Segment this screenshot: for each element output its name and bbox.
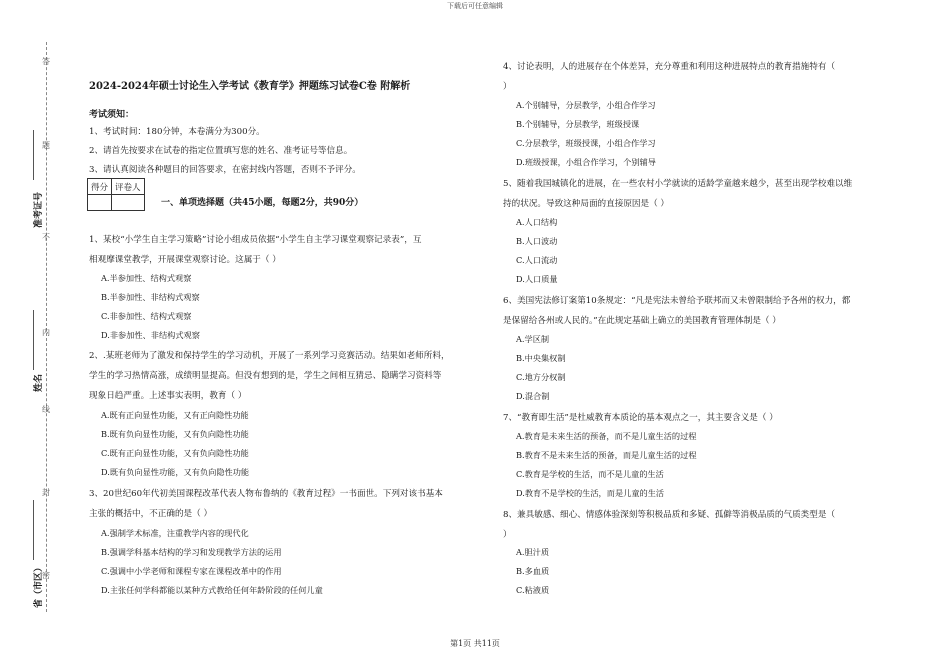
answer-option[interactable]: C.既有正向显性功能，又有负向隐性功能 <box>101 448 249 458</box>
binding-char: 题 <box>42 141 50 150</box>
binding-char: 线 <box>42 405 50 414</box>
answer-option[interactable]: A.学区制 <box>516 334 550 344</box>
answer-option[interactable]: B.教育不是未来生活的预备，而是儿童生活的过程 <box>516 450 697 460</box>
name-label: 姓名 <box>34 373 44 392</box>
answer-option[interactable]: D.人口质量 <box>516 274 558 284</box>
answer-option[interactable]: D.教育不是学校的生活，而是儿童的生活 <box>516 488 665 498</box>
answer-option[interactable]: C.分层教学，班级授课，小组合作学习 <box>516 138 656 148</box>
province-field[interactable] <box>33 500 34 560</box>
answer-option[interactable]: D.班级授课，小组合作学习，个别辅导 <box>516 157 656 167</box>
answer-option[interactable]: C.粘液质 <box>516 585 550 595</box>
grader-cell[interactable] <box>112 195 145 211</box>
score-cell[interactable] <box>88 195 112 211</box>
notice-item: 3、请认真阅读各种题目的回答要求，在密封线内答题，否则不予评分。 <box>89 165 361 175</box>
question-text: 7、“教育即生活”是杜威教育本质论的基本观点之一，其主要含义是（ ） <box>503 413 778 423</box>
question-text: 3、20世纪60年代初美国课程改革代表人物布鲁纳的《教育过程》一书面世。下列对该书基本 <box>89 489 443 499</box>
answer-option[interactable]: A.人口结构 <box>516 217 558 227</box>
question-text: 学生的学习热情高涨，成绩明显提高。但没有想到的是，学生之间相互猜忌、隐瞒学习资料等 <box>89 371 442 381</box>
notice-heading: 考试须知： <box>89 110 135 120</box>
answer-option[interactable]: B.人口波动 <box>516 236 558 246</box>
answer-option[interactable]: C.强调中小学老师和课程专家在课程改革中的作用 <box>101 566 282 576</box>
binding-char: 封 <box>42 488 50 497</box>
answer-option[interactable]: B.多血质 <box>516 566 550 576</box>
grader-label: 评卷人 <box>112 179 145 195</box>
answer-option[interactable]: A.教育是未来生活的预备，而不是儿童生活的过程 <box>516 431 697 441</box>
page-number: 第1页 共11页 <box>450 639 500 648</box>
notice-item: 1、考试时间：180分钟，本卷满分为300分。 <box>89 127 265 137</box>
answer-option[interactable]: B.既有负向显性功能，又有负向隐性功能 <box>101 429 249 439</box>
question-text: 5、随着我国城镇化的进展，在一些农村小学就读的适龄学童越来越少，甚至出现学校难以维 <box>503 179 853 189</box>
binding-char: 密 <box>42 571 50 580</box>
answer-option[interactable]: C.人口流动 <box>516 255 558 265</box>
question-text: 是保留给各州或人民的。”在此规定基础上确立的美国教育管理体制是（ ） <box>503 316 781 326</box>
question-text: ） <box>503 82 512 92</box>
header-note: 下载后可任意编辑 <box>447 2 503 10</box>
question-text: 相观摩课堂教学，开展课堂观察讨论。这属于（ ） <box>89 255 281 265</box>
exam-id-label: 准考证号 <box>34 191 44 228</box>
question-text: 6、美国宪法修订案第10条规定：“凡是宪法未曾给予联邦而又未曾限制给予各州的权力，都 <box>503 296 851 306</box>
question-text: 4、讨论表明，人的进展存在个体差异，充分尊重和利用这种进展特点的教育措施特有（ <box>503 62 836 72</box>
province-label: 省（市区） <box>34 562 44 608</box>
answer-option[interactable]: B.强调学科基本结构的学习和发现教学方法的运用 <box>101 547 282 557</box>
answer-option[interactable]: C.教育是学校的生活，而不是儿童的生活 <box>516 469 664 479</box>
answer-option[interactable]: A.既有正向显性功能，又有正向隐性功能 <box>101 410 249 420</box>
question-text: ） <box>503 530 512 540</box>
exam-id-field[interactable] <box>33 130 34 180</box>
answer-option[interactable]: B.中央集权制 <box>516 353 566 363</box>
section-heading: 一、单项选择题（共45小题，每题2分，共90分） <box>161 198 364 208</box>
answer-option[interactable]: D.既有负向显性功能，又有负向隐性功能 <box>101 467 250 477</box>
answer-option[interactable]: B.个别辅导，分层教学，班级授课 <box>516 119 640 129</box>
binding-char: 内 <box>42 328 50 337</box>
answer-option[interactable]: B.半参加性、非结构式观察 <box>101 292 200 302</box>
answer-option[interactable]: A.个别辅导，分层教学，小组合作学习 <box>516 100 656 110</box>
score-label: 得分 <box>88 179 112 195</box>
answer-option[interactable]: C.地方分权制 <box>516 372 566 382</box>
answer-option[interactable]: D.混合制 <box>516 391 550 401</box>
exam-title: 2024-2024年硕士讨论生入学考试《教育学》押题练习试卷C卷 附解析 <box>89 81 411 92</box>
notice-item: 2、请首先按要求在试卷的指定位置填写您的姓名、准考证号等信息。 <box>89 146 353 156</box>
answer-option[interactable]: A.胆汁质 <box>516 547 550 557</box>
name-field[interactable] <box>33 310 34 370</box>
question-text: 2、.某班老师为了激发和保持学生的学习动机，开展了一系列学习竞赛活动。结果如老师所料， <box>89 351 450 361</box>
question-text: 持的状况。导致这种局面的直接原因是（ ） <box>503 199 670 209</box>
answer-option[interactable]: C.非参加性、结构式观察 <box>101 311 192 321</box>
binding-char: 答 <box>42 57 50 66</box>
answer-option[interactable]: D.主张任何学科都能以某种方式教给任何年龄阶段的任何儿童 <box>101 585 323 595</box>
question-text: 现象日趋严重。上述事实表明，教育（ ） <box>89 391 247 401</box>
answer-option[interactable]: A.强制学术标准，注重教学内容的现代化 <box>101 528 249 538</box>
answer-option[interactable]: D.非参加性、非结构式观察 <box>101 330 200 340</box>
question-text: 1、某校“小学生自主学习策略”讨论小组成员依据“小学生自主学习课堂观察记录表”，互 <box>89 235 422 245</box>
score-table <box>87 178 145 211</box>
question-text: 主张的概括中，不正确的是（ ） <box>89 509 213 519</box>
question-text: 8、兼具敏感、细心、情感体验深刻等积极品质和多疑、孤僻等消极品质的气质类型是（ <box>503 510 836 520</box>
binding-char: 不 <box>42 233 50 242</box>
answer-option[interactable]: A.半参加性、结构式观察 <box>101 273 192 283</box>
